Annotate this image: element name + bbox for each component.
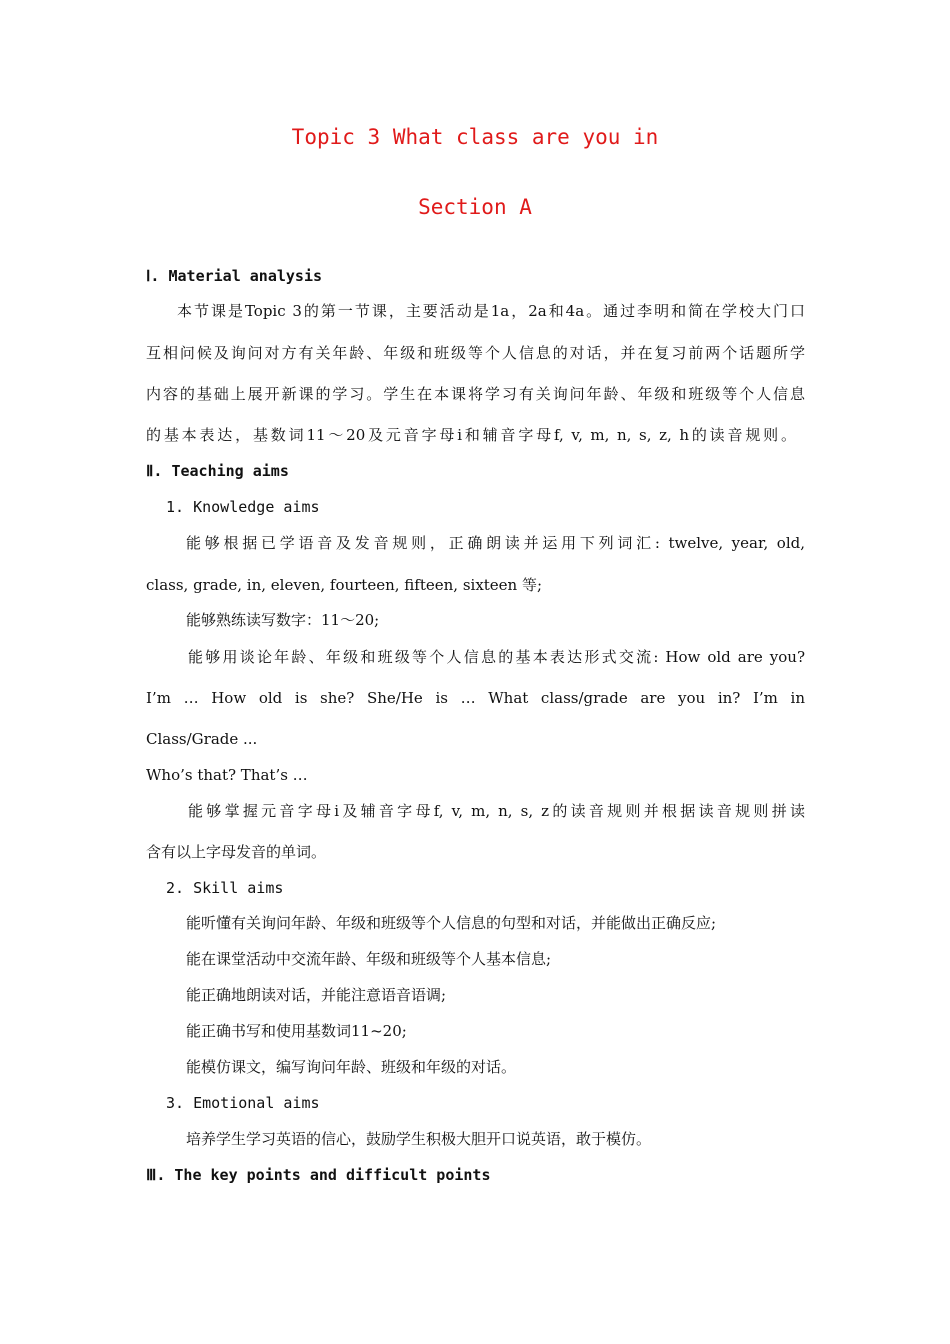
knowledge-line-4: 能够用谈论年龄、年级和班级等个人信息的基本表达形式交流: How old are you? bbox=[188, 648, 805, 666]
skill-line-3: 能正确地朗读对话，并能注意语音语调; bbox=[186, 986, 447, 1004]
heading-teaching-aims: Ⅱ. Teaching aims bbox=[146, 462, 289, 480]
material-para-line-2: 互相问候及询问对方有关年龄、年级和班级等个人信息的对话，并在复习前两个话题所学 bbox=[146, 344, 805, 362]
material-para-line-1: 本节课是Topic 3的第一节课，主要活动是1a，2a和4a。通过李明和简在学校大门口 bbox=[177, 302, 805, 320]
knowledge-line-6: Class/Grade ... bbox=[146, 730, 258, 748]
skill-line-2: 能在课堂活动中交流年龄、年级和班级等个人基本信息; bbox=[186, 950, 552, 968]
skill-line-4: 能正确书写和使用基数词11~20; bbox=[186, 1022, 407, 1040]
emotional-line-1: 培养学生学习英语的信心，鼓励学生积极大胆开口说英语，敢于模仿。 bbox=[186, 1130, 652, 1148]
heading-key-points: Ⅲ. The key points and difficult points bbox=[146, 1166, 491, 1184]
knowledge-line-2: class, grade, in, eleven, fourteen, fifteen, sixteen 等; bbox=[146, 576, 543, 594]
emotional-aims-label: 3. Emotional aims bbox=[166, 1094, 320, 1112]
skill-aims-label: 2. Skill aims bbox=[166, 879, 284, 897]
section-subtitle: Section A bbox=[418, 195, 532, 219]
skill-line-1: 能听懂有关询问年龄、年级和班级等个人信息的句型和对话，并能做出正确反应; bbox=[186, 914, 717, 932]
knowledge-line-9: 含有以上字母发音的单词。 bbox=[146, 843, 327, 861]
knowledge-line-8: 能够掌握元音字母i及辅音字母f, v, m, n, s, z的读音规则并根据读音规则拼读 bbox=[188, 802, 805, 820]
material-para-line-3: 内容的基础上展开新课的学习。学生在本课将学习有关询问年龄、年级和班级等个人信息 bbox=[146, 385, 805, 403]
knowledge-line-1: 能够根据已学语音及发音规则，正确朗读并运用下列词汇: twelve, year, old, bbox=[186, 534, 805, 552]
document-title: Topic 3 What class are you in bbox=[291, 125, 659, 149]
knowledge-line-5: I’m … How old is she? She/He is … What class/grade are you in? I’m in bbox=[146, 689, 805, 707]
material-para-line-4: 的基本表达，基数词11～20及元音字母i和辅音字母f, v, m, n, s, z, h的读音规则。 bbox=[146, 426, 796, 444]
knowledge-aims-label: 1. Knowledge aims bbox=[166, 498, 320, 516]
knowledge-line-7: Who’s that? That’s … bbox=[146, 766, 308, 784]
knowledge-line-3: 能够熟练读写数字：11～20; bbox=[186, 611, 380, 629]
skill-line-5: 能模仿课文，编写询问年龄、班级和年级的对话。 bbox=[186, 1058, 517, 1076]
heading-material-analysis: Ⅰ. Material analysis bbox=[146, 267, 323, 285]
